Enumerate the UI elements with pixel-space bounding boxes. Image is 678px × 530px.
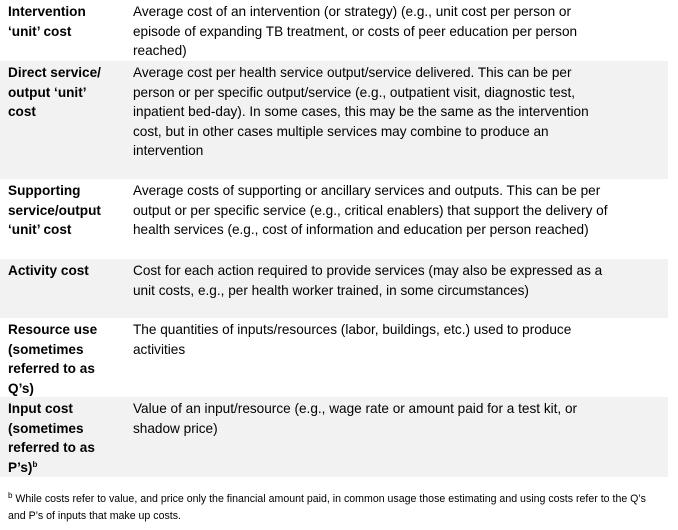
definition-line: cost, but in other cases multiple services may combine to produce an — [133, 123, 549, 139]
definition-cell — [133, 2, 663, 61]
definition-line: Average cost per health service output/service delivered. This can be per — [133, 65, 572, 80]
table-row-supporting-service-unit-cost — [0, 179, 668, 259]
definition-line: Cost for each action required to provide services (may also be expressed as a — [133, 263, 603, 278]
definition-line: Average costs of supporting or ancillary services and outputs. This can be per — [133, 183, 601, 198]
term-cell: Activity cost — [8, 263, 89, 278]
definition-cell — [133, 181, 663, 240]
definition-line: reached) — [133, 43, 187, 58]
definition-line: unit costs, e.g., per health worker trained, in some circumstances) — [133, 282, 529, 298]
footnote-mark: b — [8, 491, 13, 500]
table-row-intervention-unit-cost — [0, 0, 668, 61]
table-row-input-cost — [0, 397, 668, 477]
term-text: Input cost (sometimes referred to as P’s) — [8, 401, 95, 475]
term-cell: Direct service/ output ‘unit’ cost — [8, 65, 101, 119]
definition-line: Value of an input/resource (e.g., wage rate or amount paid for a test kit, or — [133, 401, 578, 416]
definition-line: The quantities of inputs/resources (labor, buildings, etc.) used to produce — [133, 322, 572, 337]
term-cell — [8, 399, 126, 477]
term-cell: Intervention ‘unit’ cost — [8, 4, 86, 39]
definition-line: health services (e.g., cost of information and education per person reached) — [133, 222, 589, 237]
footnote-text: While costs refer to value, and price only the financial amount paid, in common usage those estimating and using costs refer to the Q’s — [12, 493, 646, 505]
footnote — [8, 491, 672, 525]
definition-cell — [133, 320, 663, 359]
term-cell: Resource use (sometimes referred to as Q’s) — [8, 322, 98, 396]
definition-line: episode of expanding TB treatment, or costs of peer education per person — [133, 23, 578, 39]
table-row-direct-service-unit-cost — [0, 61, 668, 179]
definition-cell — [133, 261, 663, 300]
definition-cell — [133, 63, 663, 161]
footnote-reference-mark: b — [32, 459, 38, 469]
definition-line: person or per specific output/service (e.g., outpatient visit, diagnostic test, — [133, 84, 576, 100]
table-row-resource-use — [0, 318, 668, 397]
definition-cell — [133, 399, 663, 438]
footnote-line — [8, 491, 672, 508]
definition-line: Average cost of an intervention (or strategy) (e.g., unit cost per person or — [133, 4, 571, 19]
definition-line: intervention — [133, 143, 204, 158]
definition-line: shadow price) — [133, 420, 218, 436]
table-row-activity-cost — [0, 259, 668, 318]
term-cell: Supporting service/output ‘unit’ cost — [8, 183, 101, 237]
footnote-line: and P’s of inputs that make up costs. — [8, 510, 181, 522]
definition-line: activities — [133, 341, 186, 357]
definition-line: output or per specific service (e.g., critical enablers) that support the delivery of — [133, 202, 608, 218]
definition-line: inpatient bed-day). In some cases, this may be the same as the intervention — [133, 104, 589, 119]
